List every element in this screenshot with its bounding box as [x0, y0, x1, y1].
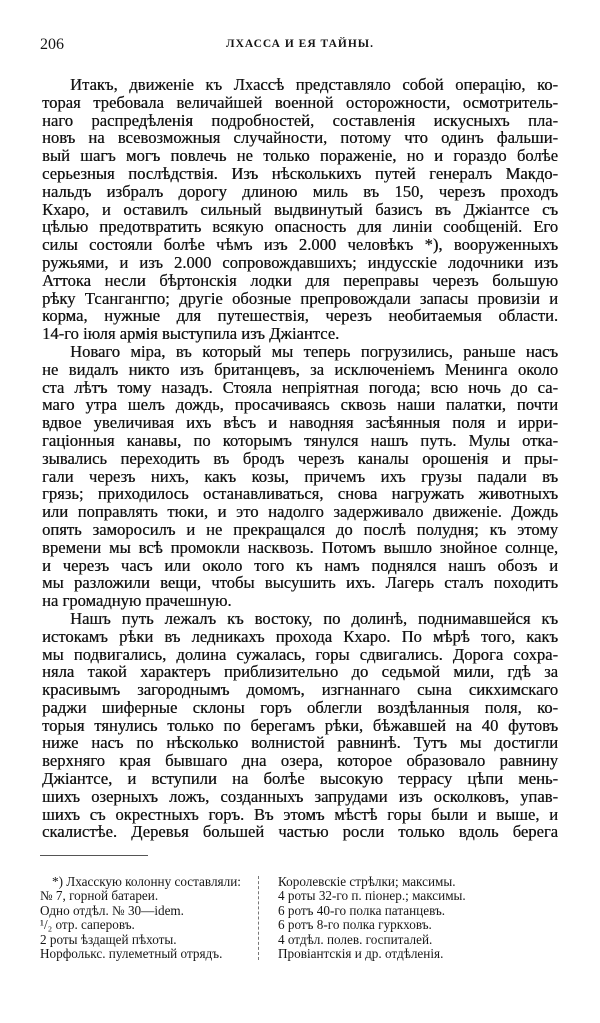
- text-line: рѣку Тсангангпо; другіе обозные препровождали запасы провизіи и: [42, 288, 558, 308]
- text-line: ниже насъ по нѣсколько волнистой равнинѣ. Тутъ мы достигли: [42, 733, 558, 753]
- text-line: или поправлять тюки, и это надолго задерживало движеніе. Дождь: [42, 502, 558, 522]
- text-line: шихъ съ окрестныхъ горъ. Въ этомъ мѣстѣ горы были и выше, и: [42, 804, 558, 824]
- text-line: няла такой характеръ приблизительно до седьмой мили, гдѣ за: [42, 662, 558, 682]
- text-line: красивымъ загороднымъ домомъ, изгнаннаго сына сикхимскаго: [42, 680, 558, 700]
- footnote-line: Провіантскія и др. отдѣленія.: [278, 946, 444, 962]
- text-line: времени мы всѣ промокли насквозь. Потомъ вышло знойное солнце,: [42, 537, 558, 557]
- text-line: новъ на всевозможныя случайности, потому что одинъ фальши-: [42, 128, 558, 148]
- text-line: Аттока несли бѣртонскія лодки для переправы черезъ большую: [42, 270, 558, 290]
- footnote-line: ¹/₂ отр. саперовъ.: [40, 917, 135, 933]
- text-line: торыя тянулись только по берегамъ рѣки, бѣжавшей на 40 футовъ: [42, 715, 558, 735]
- footnote-line: Одно отдѣл. № 30—idem.: [40, 902, 184, 918]
- text-line: корма, нужные для путешествія, черезъ необитаемыя области.: [42, 306, 558, 326]
- footnote-line: *) Лхасскую колонну составляли:: [52, 874, 241, 889]
- text-line: серьезныя послѣдствія. Изъ нѣсколькихъ путей генералъ Макдо-: [42, 163, 558, 183]
- footnote-right-column: [278, 875, 466, 961]
- text-line: грязь; приходилось останавливаться, снова нагружать животныхъ: [42, 484, 558, 504]
- footnote-line: Королевскіе стрѣлки; максимы.: [278, 874, 456, 889]
- paragraph: [42, 610, 558, 841]
- text-line: не видалъ никто изъ британцевъ, за исключеніемъ Менинга около: [42, 359, 558, 379]
- footnote-line: 4 отдѣл. полев. госпиталей.: [278, 931, 433, 947]
- text-line: на громадную прачешную.: [42, 591, 232, 611]
- text-line: и черезъ часъ или около того къ намъ поднялся нашъ обозъ и: [42, 555, 558, 575]
- footnote-left-column: [40, 875, 241, 961]
- paragraph: [42, 76, 558, 343]
- text-line: ружьями, и изъ 2.000 сопровождавшихъ; индусскіе лодочники изъ: [42, 252, 558, 272]
- footnote-line: 4 роты 32-го п. піонер.; максимы.: [278, 888, 466, 904]
- text-line: истокамъ рѣки въ ледникахъ прохода Кхаро. По мѣрѣ того, какъ: [42, 626, 558, 646]
- text-line: шихъ озерныхъ ложъ, созданныхъ запрудами изъ осколковъ, упав-: [42, 786, 558, 806]
- text-line: раджи шиферные склоны горъ облегли воздѣланныя поля, ко-: [42, 697, 558, 717]
- footnote-column-divider: [258, 876, 259, 960]
- text-line: торая требовала величайшей военной осторожности, осмотритель-: [42, 92, 558, 112]
- text-line: опять заморосилъ и не прекращался до послѣ полудня; къ этому: [42, 519, 558, 539]
- footnote-line: 2 роты ѣздащей пѣхоты.: [40, 931, 177, 947]
- text-line: Нашъ путь лежалъ къ востоку, по долинѣ, поднимавшейся къ: [70, 608, 558, 628]
- main-text: [42, 76, 558, 841]
- text-line: верхняго края бывшаго дна озера, которое образовало равнину: [42, 751, 558, 771]
- text-line: вдвое увеличивая ихъ вѣсъ и наводняя засѣянныя поля и ирри-: [42, 413, 558, 433]
- text-line: скалистѣе. Деревья большей частью росли только вдоль берега: [42, 822, 558, 842]
- text-line: Новаго міра, въ который мы теперь погрузились, раньше насъ: [70, 341, 558, 361]
- footnote-line: Норфолькс. пулеметный отрядъ.: [40, 946, 223, 962]
- text-line: ста лѣтъ тому назадъ. Стояла непріятная погода; всю ночь до са-: [42, 377, 558, 397]
- text-line: Итакъ, движеніе къ Лхассѣ представляло собой операцію, ко-: [70, 75, 558, 94]
- text-line: вый шагъ могъ повлечь не только пораженіе, но и гораздо болѣе: [42, 146, 558, 166]
- text-line: Джіантсе, и вступили на болѣе высокую террасу цѣпи мень-: [42, 769, 558, 789]
- text-line: мы разложили вещи, чтобы высушить ихъ. Лагерь сталъ походить: [42, 573, 558, 593]
- text-line: силы состояли болѣе чѣмъ изъ 2.000 человѣкъ *), вооруженныхъ: [42, 235, 558, 255]
- text-line: гали черезъ нихъ, какъ козы, причемъ ихъ грузы падали въ: [42, 466, 558, 486]
- text-line: маго утра шелъ дождь, просачиваясь сквозь наши палатки, почти: [42, 395, 558, 415]
- text-line: цѣлью предотвратить всякую опасность для линіи сообщеній. Его: [42, 217, 558, 237]
- footnote-line: № 7, горной батареи.: [40, 888, 159, 904]
- text-line: нальдъ избралъ дорогу длиною миль въ 150, черезъ проходъ: [42, 181, 558, 201]
- text-line: наго распредѣленія подробностей, составленія искусныхъ пла-: [42, 110, 558, 130]
- footnote-line: 6 ротъ 40-го полка патанцевъ.: [278, 902, 446, 918]
- page-number: 206: [40, 36, 64, 53]
- footnote-line: 6 ротъ 8-го полка гуркховъ.: [278, 917, 432, 933]
- paragraph: [42, 343, 558, 610]
- footnote-rule: [40, 855, 148, 856]
- text-line: мы подвигались, долина сужалась, горы сдвигались. Дорога сохра-: [42, 644, 558, 664]
- text-line: гаціонныя канавы, по которымъ тянулся нашъ путь. Мулы отка-: [42, 430, 558, 450]
- text-line: 14-го іюля армія выступила изъ Джіантсе.: [42, 324, 340, 344]
- text-line: Кхаро, и оставилъ сильный выдвинутый базисъ въ Джіантсе съ: [42, 199, 558, 219]
- text-line: зывались переходить въ бродъ черезъ каналы орошенія и пры-: [42, 448, 558, 468]
- running-title: ЛХАССА И ЕЯ ТАЙНЫ.: [226, 38, 374, 50]
